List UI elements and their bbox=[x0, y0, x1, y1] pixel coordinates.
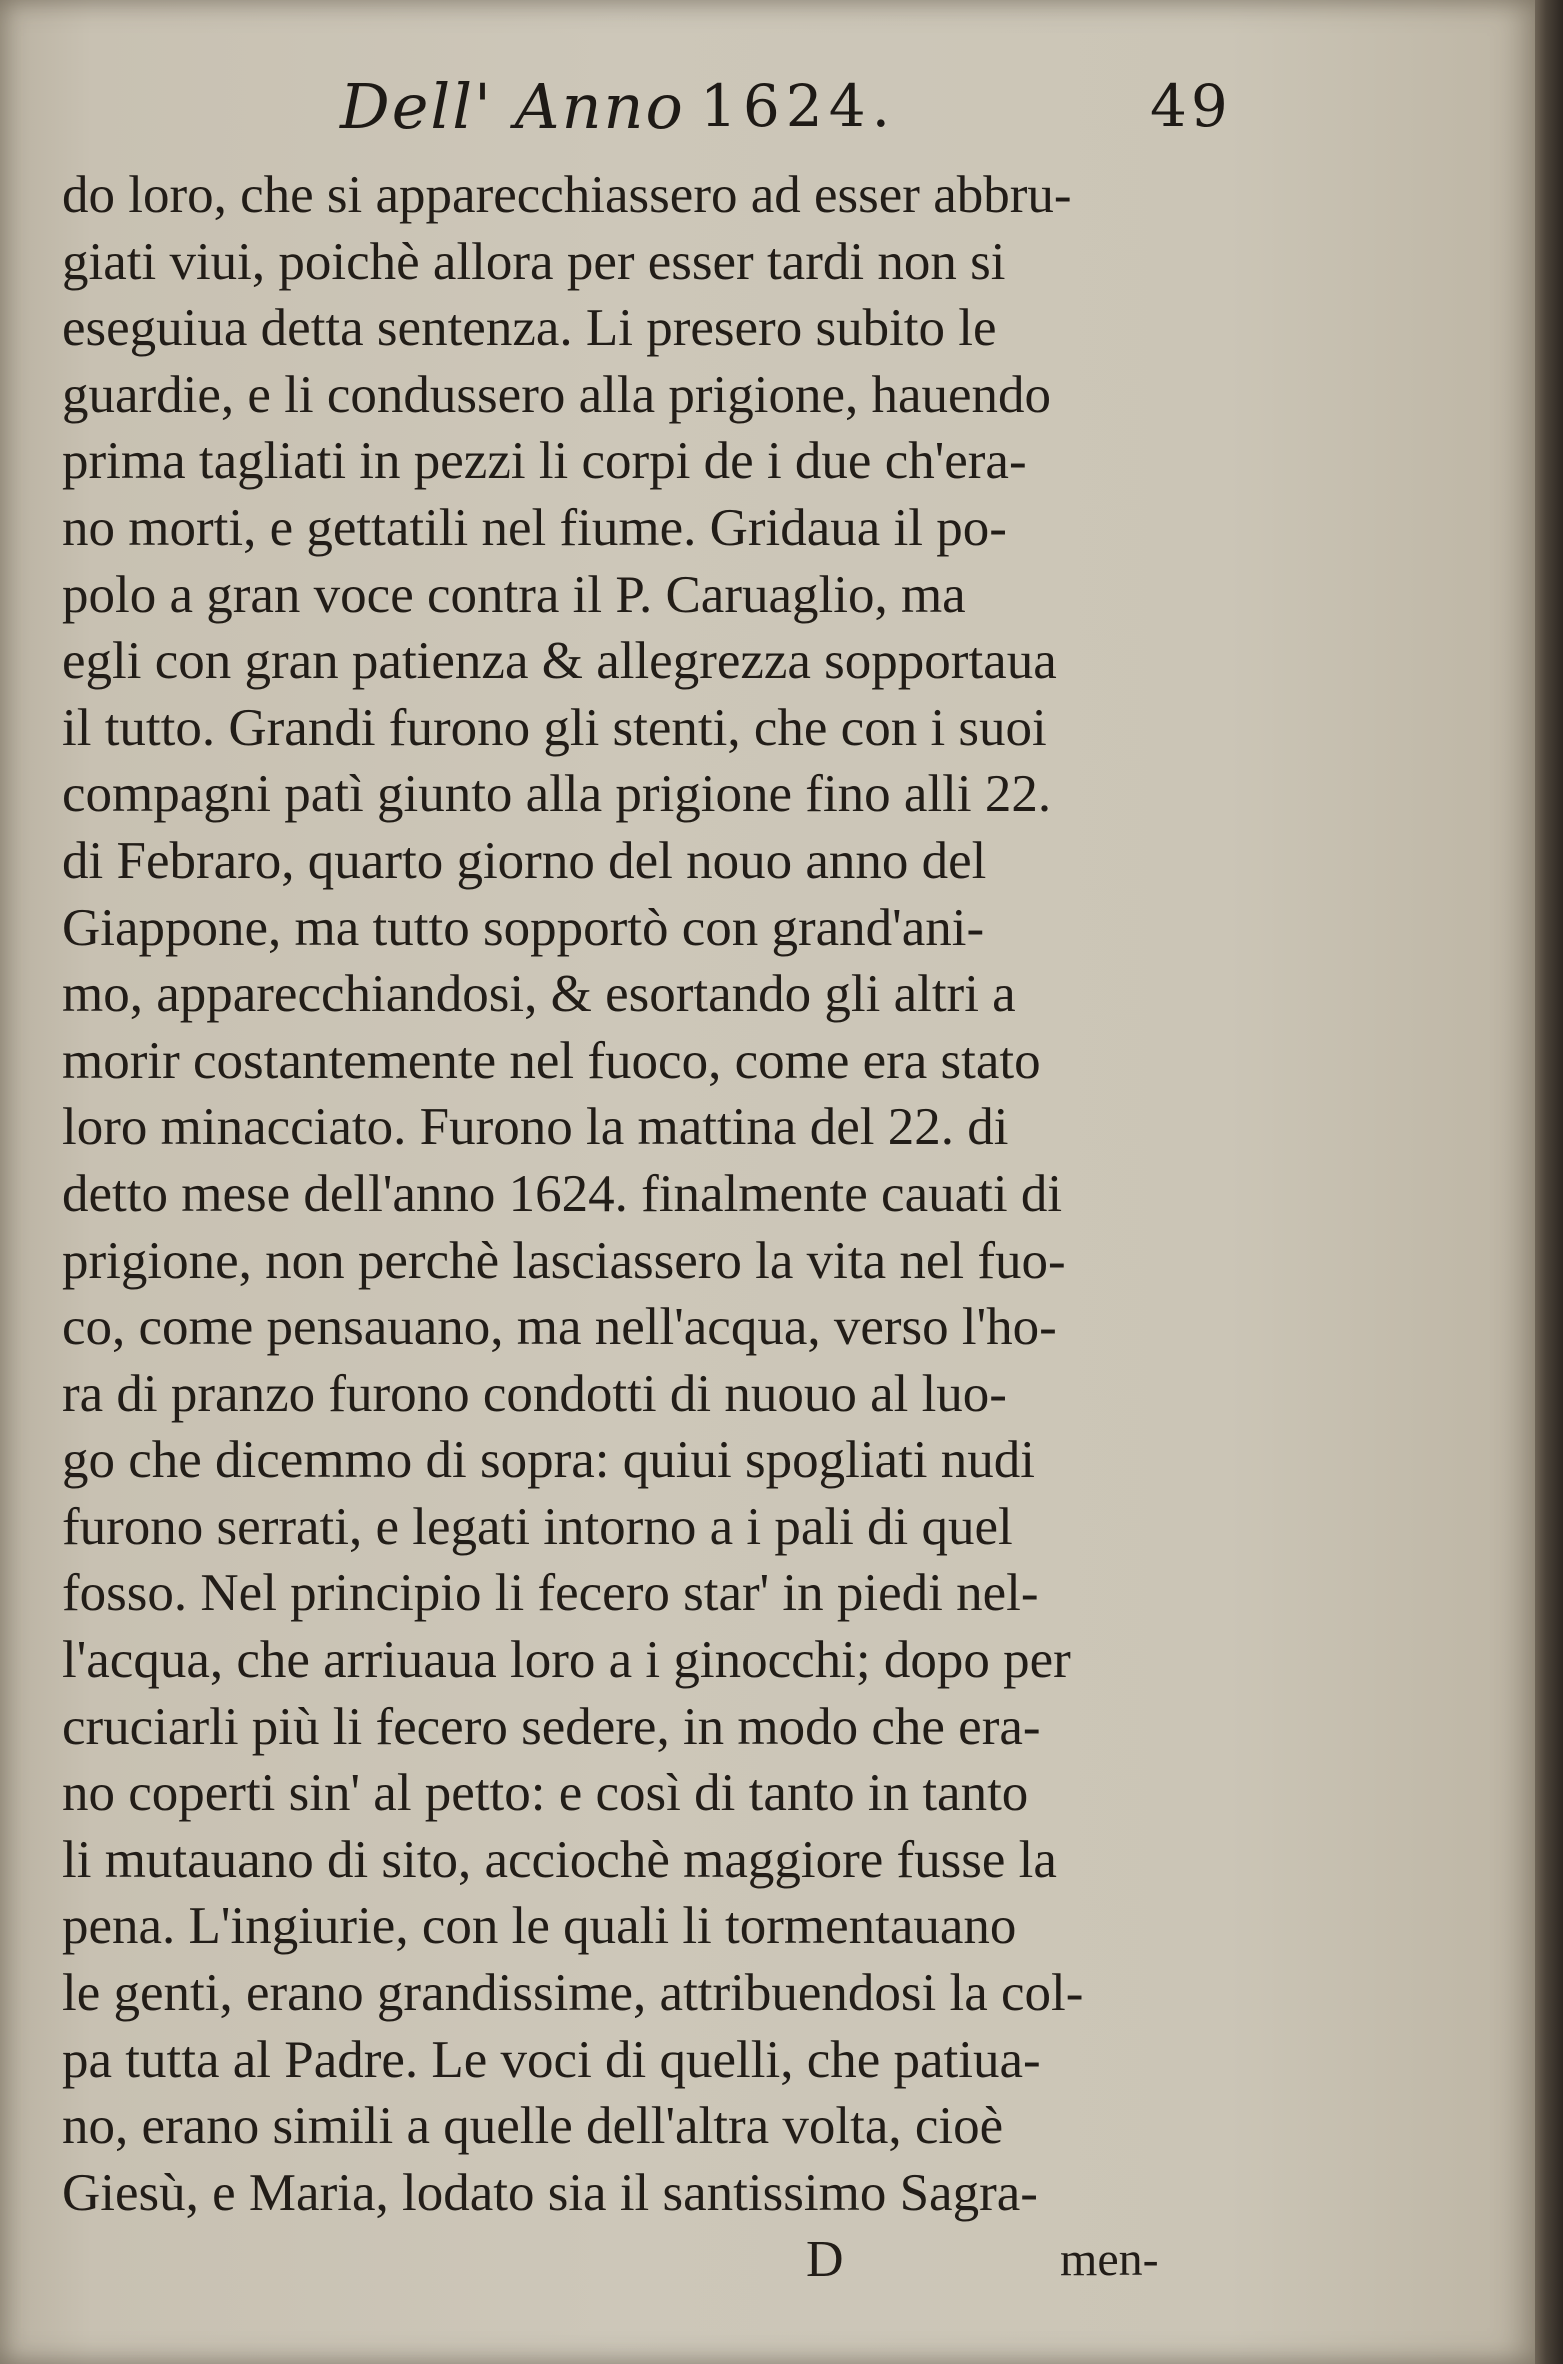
text-line: eseguiua detta sentenza. Li presero subito le bbox=[62, 299, 997, 358]
text-line: compagni patì giunto alla prigione fino alli 22. bbox=[62, 765, 1052, 824]
text-line: li mutauano di sito, acciochè maggiore fusse la bbox=[62, 1830, 1057, 1889]
text-line: do loro, che si apparecchiassero ad esser abbru- bbox=[62, 166, 1072, 224]
text-line: giati viui, poichè allora per esser tardi non si bbox=[62, 232, 1006, 291]
text-line: furono serrati, e legati intorno a i pali di quel bbox=[62, 1497, 1013, 1556]
text-line: prima tagliati in pezzi li corpi de i due ch'era- bbox=[62, 432, 1027, 491]
text-line: no morti, e gettatili nel fiume. Gridaua il po- bbox=[62, 498, 1007, 557]
text-line: co, come pensauano, ma nell'acqua, verso l'ho- bbox=[62, 1298, 1057, 1357]
text-line: Giappone, ma tutto sopportò con grand'ani- bbox=[62, 898, 985, 957]
text-line: no, erano simili a quelle dell'altra volta, cioè bbox=[62, 2097, 1004, 2156]
running-year: 1624. bbox=[700, 72, 897, 140]
text-line: pena. L'ingiurie, con le quali li tormentauano bbox=[62, 1897, 1017, 1956]
text-line: fosso. Nel principio li fecero star' in piedi nel- bbox=[62, 1564, 1039, 1623]
text-line: no coperti sin' al petto: e così di tanto in tanto bbox=[62, 1764, 1029, 1823]
running-title: Dell' Anno bbox=[340, 70, 685, 143]
text-line: guardie, e li condussero alla prigione, hauendo bbox=[62, 365, 1052, 424]
body-text bbox=[62, 162, 1262, 2226]
text-line: ra di pranzo furono condotti di nuouo al luo- bbox=[62, 1364, 1007, 1423]
text-line: il tutto. Grandi furono gli stenti, che con i suoi bbox=[62, 698, 1047, 757]
text-line: cruciarli più li fecero sedere, in modo che era- bbox=[62, 1697, 1041, 1756]
text-line: egli con gran patienza & allegrezza sopportaua bbox=[62, 632, 1057, 691]
signature-mark: D bbox=[806, 2231, 844, 2288]
text-line: morir costantemente nel fuoco, come era stato bbox=[62, 1031, 1041, 1090]
text-line: Giesù, e Maria, lodato sia il santissimo Sagra- bbox=[62, 2163, 1038, 2222]
text-line: prigione, non perchè lasciassero la vita nel fuo- bbox=[62, 1231, 1066, 1290]
text-line: le genti, erano grandissime, attribuendosi la col- bbox=[62, 1964, 1084, 2023]
page-edge bbox=[1535, 0, 1563, 2364]
text-line: loro minacciato. Furono la mattina del 22. di bbox=[62, 1098, 1009, 1157]
catchword: men- bbox=[1060, 2233, 1159, 2286]
running-head bbox=[340, 70, 1240, 160]
text-line: go che dicemmo di sopra: quiui spogliati nudi bbox=[62, 1431, 1035, 1490]
text-line: mo, apparecchiandosi, & esortando gli altri a bbox=[62, 965, 1016, 1024]
page-number: 49 bbox=[1150, 72, 1232, 140]
text-line: di Febraro, quarto giorno del nouo anno del bbox=[62, 831, 987, 890]
text-line: pa tutta al Padre. Le voci di quelli, che patiua- bbox=[62, 2030, 1041, 2089]
text-line: polo a gran voce contra il P. Caruaglio, ma bbox=[62, 565, 966, 624]
text-line: detto mese dell'anno 1624. finalmente cauati di bbox=[62, 1164, 1063, 1223]
text-line: l'acqua, che arriuaua loro a i ginocchi; dopo per bbox=[62, 1631, 1071, 1690]
